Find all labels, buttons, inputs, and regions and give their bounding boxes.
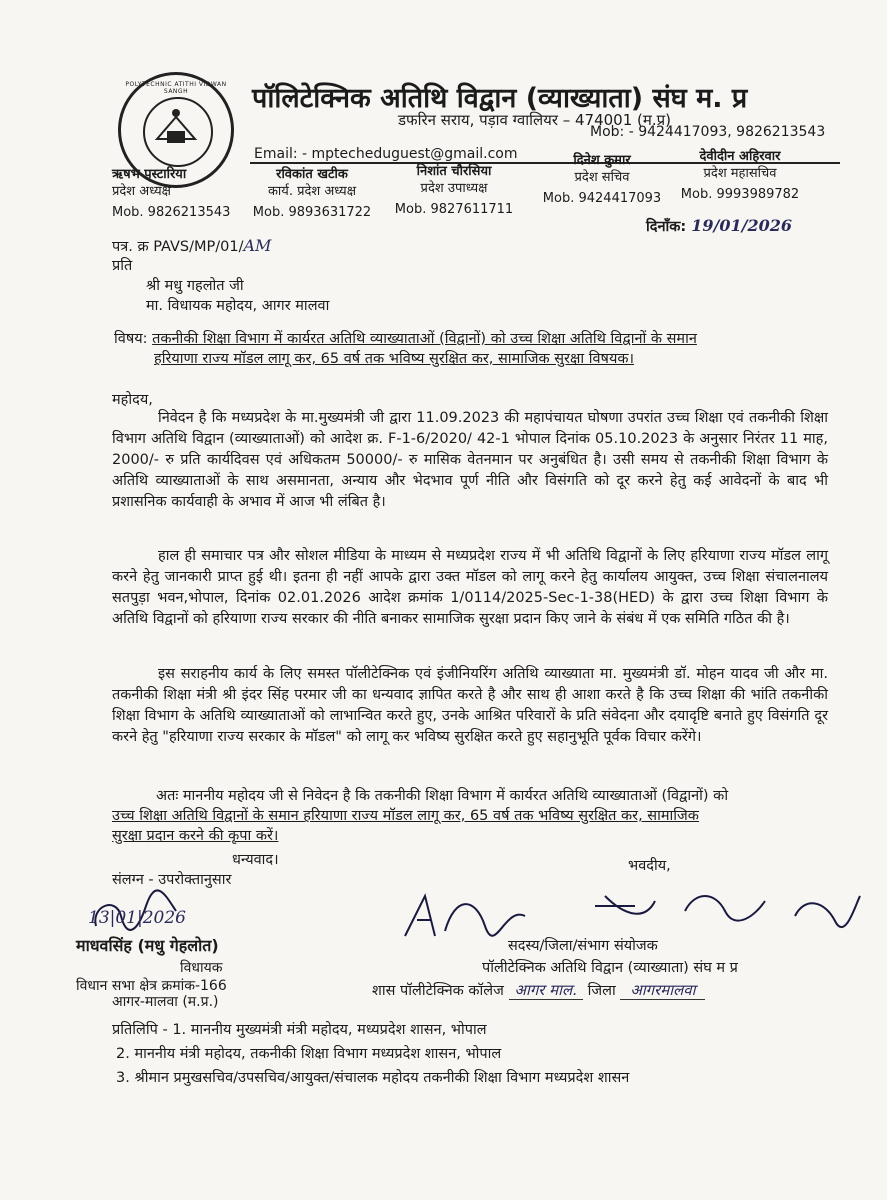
date-value: 19/01/2026 — [691, 216, 793, 235]
closing-text: भवदीय, — [628, 858, 671, 874]
subject — [114, 329, 834, 369]
recipient-name: श्री मधु गहलोत जी — [146, 278, 244, 294]
paragraph-4-line-3: सुरक्षा प्रदान करने की कृपा करें। — [112, 828, 279, 844]
paragraph-1: निवेदन है कि मध्यप्रदेश के मा.मुख्यमंत्री जी द्वारा 11.09.2023 की महापंचायत घोषणा उपरांत उच्च शिक्षा एवं तकनीकी शिक्षा विभाग अतिथि विद्वान (व्याख्याताओं) को आदेश क्र. F-1-6/2020/ 42-1 भोपाल दिनांक 05.10.2023 के अनुसार निरंतर 11 माह, 2000/- रु प्रति कार्यदिवस एवं अधिकतम 50000/- रु मासिक वेतनमान पर अनुबंधित है। उसी समय से तकनीकी शिक्षा विभाग के अतिथि व्याख्याताओं के साथ असमानता, अन्याय और भेदभाव पूर्ण नीति और विसंगति को दूर करने हेतु कई आवेदनों के बाद भी प्रशासनिक कार्यवाही के अभाव में आज भी लंबित है। — [112, 410, 828, 510]
association-email: Email: - mptecheduguest@gmail.com — [254, 146, 518, 162]
sender-line-2: पॉलीटेक्निक अतिथि विद्वान (व्याख्याता) संघ म प्र — [482, 960, 738, 976]
officer-post: कार्य. प्रदेश अध्यक्ष — [267, 184, 357, 199]
date-label: दिनाँक: — [646, 219, 687, 235]
receipt-date: 13|01|2026 — [88, 908, 186, 928]
seal-text: POLYTECHNIC ATITHI VIDWAN SANGH — [125, 81, 227, 95]
sender-district-label: जिला — [587, 983, 616, 999]
copy-1 — [112, 1020, 487, 1040]
paragraph-4-line-2: उच्च शिक्षा अतिथि विद्वानों के समान हरियाणा राज्य मॉडल लागू कर, 65 वर्ष तक भविष्य सुरक्षित कर, सामाजिक — [112, 808, 699, 824]
officer-mobile: Mob. 9826213543 — [112, 205, 231, 220]
subject-label: विषय: — [114, 331, 148, 347]
paragraph-2: हाल ही समाचार पत्र और सोशल मीडिया के माध्यम से मध्यप्रदेश राज्य में भी अतिथि विद्वानों के लिए हरियाणा राज्य मॉडल लागू करने हेतु जानकारी प्राप्त हुई थी। इतना ही नहीं आपके द्वारा उक्त मॉडल को लागू करने हेतु कार्यालय आयुक्त, उच्च शिक्षा संचालनालय सतपुड़ा भवन,भोपाल, दिनांक 02.01.2026 आदेश क्रमांक 1/0114/2025-Sec-1-38(HED) के द्वारा उच्च शिक्षा विभाग के अतिथि विद्वानों को हरियाणा राज्य सरकार की नीति बनाकर सामाजिक सुरक्षा प्रदान किए जाने के संबंध में एक समिति गठित की है। — [112, 548, 828, 627]
officer-name: देवीदीन अहिरवार — [699, 149, 781, 164]
paragraph-4-line-1: अतः माननीय महोदय जी से निवेदन है कि तकनीकी शिक्षा विभाग में कार्यरत अतिथि व्याख्याताओं (विद्वानों) को — [156, 788, 729, 804]
officer-name: ऋषभ पस्टारिया — [112, 167, 187, 182]
officer-2 — [246, 166, 378, 221]
stamp-name: माधवसिंह (मधु गेहलोत) — [76, 936, 219, 955]
thanks-text: धन्यवाद। — [232, 852, 279, 868]
officer-4 — [536, 152, 668, 207]
officer-mobile: Mob. 9993989782 — [680, 187, 800, 202]
association-address: डफरिन सराय, पड़ाव ग्वालियर – 474001 (म.प्र) — [398, 111, 672, 129]
officer-post: प्रदेश उपाध्यक्ष — [420, 181, 488, 196]
copy-line-1: 1. माननीय मुख्यमंत्री मंत्री महोदय, मध्यप्रदेश शासन, भोपाल — [172, 1022, 487, 1038]
sender-college — [372, 980, 705, 1001]
salutation: महोदय, — [112, 392, 153, 408]
paragraph-3: इस सराहनीय कार्य के लिए समस्त पॉलीटेक्निक एवं इंजीनियरिंग अतिथि व्याख्याता मा. मुख्यमंत्री डॉ. मोहन यादव जी और मा. तकनीकी शिक्षा मंत्री श्री इंदर सिंह परमार जी का धन्यवाद ज्ञापित करते है और साथ ही आशा करते है कि उच्च शिक्षा की भांति तकनीकी शिक्षा विभाग के अतिथि व्याख्याताओं को लाभान्वित करते हुए, उनके आश्रित परिवारों के प्रति संवेदना और दयादृष्टि बनाते हुए विसंगति दूर करने हेतु "हरियाणा राज्य सरकार के मॉडल" को लागू कर भविष्य सुरक्षित करते हुए सहानुभूति पूर्वक विचार करेंगे। — [112, 666, 828, 745]
officer-1 — [112, 166, 242, 221]
officer-mobile: Mob. 9424417093 — [542, 191, 662, 206]
officer-name: निशांत चौरसिया — [416, 164, 492, 179]
officer-name: दिनेश कुमार — [573, 153, 631, 168]
date-row — [646, 216, 792, 237]
stamp-line-3: आगर-मालवा (म.प्र.) — [112, 994, 219, 1010]
copy-3: 3. श्रीमान प्रमुखसचिव/उपसचिव/आयुक्त/संचालक महोदय तकनीकी शिक्षा विभाग मध्यप्रदेश शासन — [116, 1070, 630, 1086]
reference-handwritten: AM — [243, 236, 272, 255]
officer-post: प्रदेश सचिव — [574, 170, 630, 185]
association-title: पॉलिटेक्निक अतिथि विद्वान (व्याख्याता) संघ म. प्र — [252, 83, 748, 114]
paragraph-4 — [112, 786, 842, 846]
recipient-prati: प्रति — [112, 258, 133, 274]
sender-district-handwritten: आगरमालवा — [620, 981, 705, 1000]
officer-post: प्रदेश महासचिव — [703, 166, 777, 181]
sender-college-handwritten: आगर माल. — [509, 981, 583, 1000]
subject-line-2: हरियाणा राज्य मॉडल लागू कर, 65 वर्ष तक भविष्य सुरक्षित कर, सामाजिक सुरक्षा विषयक। — [154, 351, 634, 367]
reference-label: पत्र. क्र PAVS/MP/01/ — [112, 239, 244, 255]
subject-line-1: तकनीकी शिक्षा विभाग में कार्यरत अतिथि व्याख्याताओं (विद्वानों) को उच्च शिक्षा अतिथि विद्वानों के समान — [152, 331, 697, 347]
sender-college-label: शास पॉलीटेक्निक कॉलेज — [372, 983, 504, 999]
copy-2: 2. माननीय मंत्री महोदय, तकनीकी शिक्षा विभाग मध्यप्रदेश शासन, भोपाल — [116, 1046, 502, 1062]
enclosure-text: संलग्न - उपरोक्तानुसार — [112, 872, 232, 888]
officer-mobile: Mob. 9893631722 — [252, 205, 372, 220]
sender-line-1: सदस्य/जिला/संभाग संयोजक — [508, 938, 658, 954]
stamp-line-2: विधान सभा क्षेत्र क्रमांक-166 — [76, 978, 227, 994]
officer-5 — [674, 148, 806, 203]
officer-3 — [392, 163, 516, 218]
officer-mobile: Mob. 9827611711 — [394, 202, 514, 217]
reference-number — [112, 236, 271, 257]
officer-post: प्रदेश अध्यक्ष — [112, 184, 171, 199]
stamp-line-1: विधायक — [180, 960, 223, 976]
copies-label: प्रतिलिपि - — [112, 1022, 168, 1038]
association-mobile: Mob: - 9424417093, 9826213543 — [590, 124, 826, 140]
officer-name: रविकांत खटीक — [276, 167, 348, 182]
receipt-stamp — [76, 886, 356, 1006]
recipient-designation: मा. विधायक महोदय, आगर मालवा — [146, 298, 330, 314]
seal-emblem-icon — [143, 97, 213, 167]
